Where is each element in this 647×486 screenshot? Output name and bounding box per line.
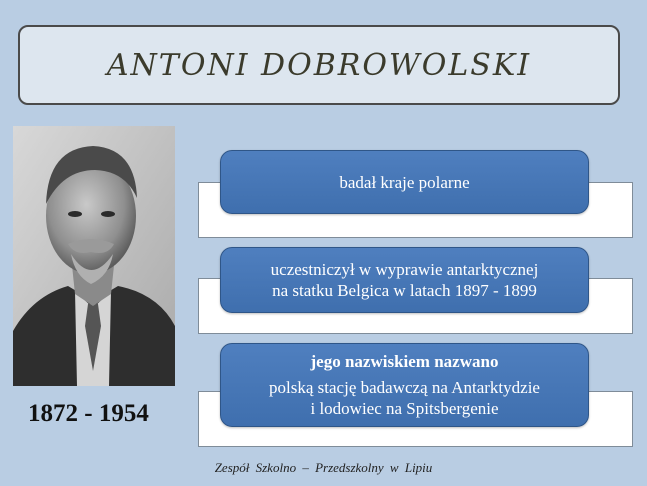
fact-3-heading: jego nazwiskiem nazwano [310, 352, 499, 371]
fact-2-box [220, 247, 589, 313]
title-box [18, 25, 620, 105]
portrait-image [13, 126, 175, 386]
fact-2-line-2: na statku Belgica w latach 1897 - 1899 [272, 281, 537, 300]
page-title: ANTONI DOBROWOLSKI [106, 47, 532, 83]
footer-school-name: Zespół Szkolno – Przedszkolny w Lipiu [214, 460, 433, 475]
fact-3-line-1: polską stację badawczą na Antarktydzie [269, 378, 540, 397]
portrait-photo [13, 126, 175, 386]
fact-3-line-2: i lodowiec na Spitsbergenie [310, 399, 499, 418]
fact-1-box [220, 150, 589, 214]
fact-1-text: badał kraje polarne [339, 172, 470, 192]
fact-3-box [220, 343, 589, 427]
fact-2-line-1: uczestniczył w wyprawie antarktycznej [270, 260, 539, 279]
life-years: 1872 - 1954 [28, 400, 149, 427]
